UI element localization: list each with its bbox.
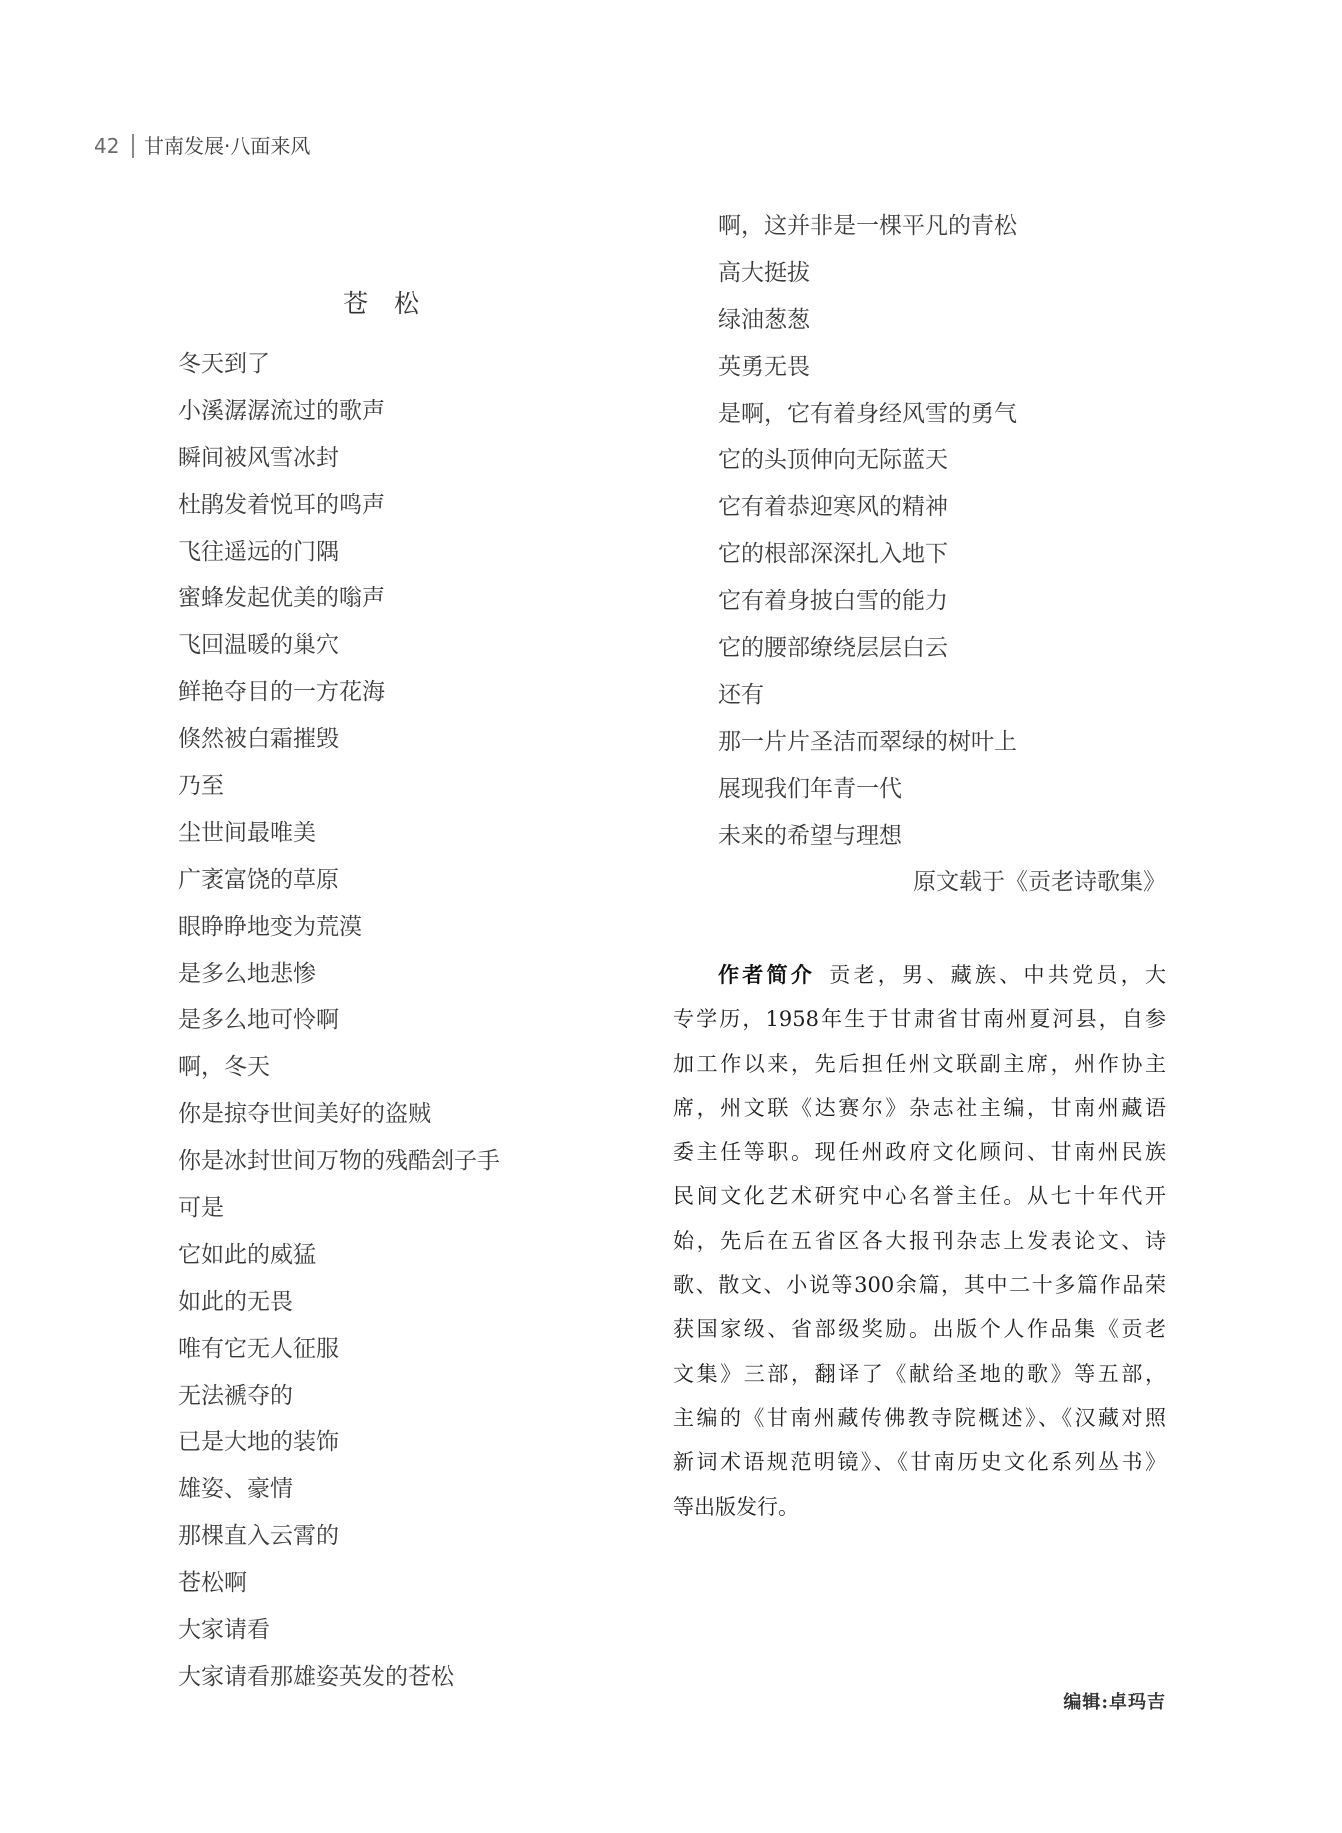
poem-line: 还有 [718, 681, 764, 708]
poem-line: 倏然被白霜摧毁 [178, 726, 339, 753]
poem-line: 英勇无畏 [718, 353, 810, 380]
poem-title: 苍 松 [343, 289, 419, 318]
poem-line: 苍松啊 [178, 1570, 247, 1597]
bio-line: 歌、散文、小说等300余篇，其中二十多篇作品荣 [673, 1273, 1166, 1298]
bio-line: 席，州文联《达赛尔》杂志社主编，甘南州藏语 [673, 1095, 1166, 1120]
poem-line: 冬天到了 [178, 351, 270, 377]
poem-line: 是啊，它有着身经风雪的勇气 [718, 400, 1017, 427]
poem-line: 未来的希望与理想 [718, 822, 902, 849]
section-title: 甘南发展·八面来风 [144, 134, 311, 158]
poem-line: 飞回温暖的巢穴 [178, 632, 339, 659]
bio-line: 加工作以来，先后担任州文联副主席，州作协主 [673, 1051, 1166, 1076]
poem-line: 高大挺拔 [718, 259, 810, 286]
poem-right-column [718, 203, 1166, 906]
author-bio [673, 953, 1166, 1529]
poem-line: 绿油葱葱 [718, 306, 810, 333]
poem-line: 你是掠夺世间美好的盗贼 [178, 1101, 431, 1128]
poem-left-column [178, 341, 608, 1701]
poem-line: 已是大地的装饰 [178, 1429, 339, 1456]
poem-line: 蜜蜂发起优美的嗡声 [178, 585, 385, 612]
poem-line: 如此的无畏 [178, 1288, 293, 1315]
poem-line: 展现我们年青一代 [718, 775, 902, 802]
poem-line: 大家请看 [178, 1617, 270, 1644]
poem-line: 瞬间被风雪冰封 [178, 444, 339, 471]
poem-line: 小溪潺潺流过的歌声 [178, 397, 385, 424]
poem-line: 它的腰部缭绕层层白云 [718, 635, 948, 662]
poem-line: 啊，冬天 [178, 1054, 270, 1081]
poem-line: 它如此的威猛 [178, 1241, 316, 1268]
poem-line: 大家请看那雄姿英发的苍松 [178, 1663, 454, 1690]
bio-line-text: 贡老，男、藏族、中共党员，大 [829, 963, 1167, 987]
poem-line: 它的根部深深扎入地下 [718, 541, 948, 568]
poem-line: 是多么地可怜啊 [178, 1007, 339, 1034]
page-number: 42 [94, 134, 120, 158]
poem-line: 广袤富饶的草原 [178, 866, 339, 893]
poem-line: 你是冰封世间万物的残酷刽子手 [178, 1148, 500, 1175]
poem-line: 它的头顶伸向无际蓝天 [718, 447, 948, 474]
bio-line: 主编的《甘南州藏传佛教寺院概述》、《汉藏对照 [673, 1405, 1166, 1430]
poem-line: 尘世间最唯美 [178, 819, 316, 846]
poem-line: 那棵直入云霄的 [178, 1523, 339, 1550]
bio-line: 文集》三部，翻译了《献给圣地的歌》等五部， [673, 1361, 1166, 1386]
poem-line: 啊，这并非是一棵平凡的青松 [718, 213, 1017, 239]
poem-right-lines [718, 203, 1166, 859]
poem-line: 飞往遥远的门隅 [178, 538, 339, 565]
bio-line [673, 953, 1166, 997]
poem-line: 雄姿、豪情 [178, 1476, 293, 1503]
header-divider [132, 134, 134, 158]
poem-line: 是多么地悲惨 [178, 960, 316, 987]
poem-line: 它有着身披白雪的能力 [718, 588, 948, 615]
poem-source-note: 原文载于《贡老诗歌集》 [913, 869, 1166, 896]
poem-line: 鲜艳夺目的一方花海 [178, 679, 385, 706]
bio-label: 作者简介 [718, 963, 816, 987]
bio-line: 专学历，1958年生于甘肃省甘南州夏河县，自参 [673, 1007, 1166, 1032]
poem-line: 乃至 [178, 773, 224, 800]
bio-line: 等出版发行。 [673, 1494, 799, 1519]
bio-line: 获国家级、省部级奖励。出版个人作品集《贡老 [673, 1317, 1166, 1342]
bio-line: 新词术语规范明镜》、《甘南历史文化系列丛书》 [673, 1450, 1166, 1475]
poem-line: 眼睁睁地变为荒漠 [178, 913, 362, 940]
bio-line: 始，先后在五省区各大报刊杂志上发表论文、诗 [673, 1228, 1166, 1253]
editor-credit: 编辑:卓玛吉 [1063, 1692, 1166, 1713]
poem-line: 唯有它无人征服 [178, 1335, 339, 1362]
poem-line: 无法褫夺的 [178, 1382, 293, 1409]
poem-line: 杜鹃发着悦耳的鸣声 [178, 491, 385, 518]
poem-line: 可是 [178, 1195, 224, 1222]
poem-line: 它有着恭迎寒风的精神 [718, 494, 948, 521]
poem-line: 那一片片圣洁而翠绿的树叶上 [718, 728, 1017, 755]
bio-line: 委主任等职。现任州政府文化顾问、甘南州民族 [673, 1140, 1166, 1165]
bio-line: 民间文化艺术研究中心名誉主任。从七十年代开 [673, 1184, 1166, 1209]
